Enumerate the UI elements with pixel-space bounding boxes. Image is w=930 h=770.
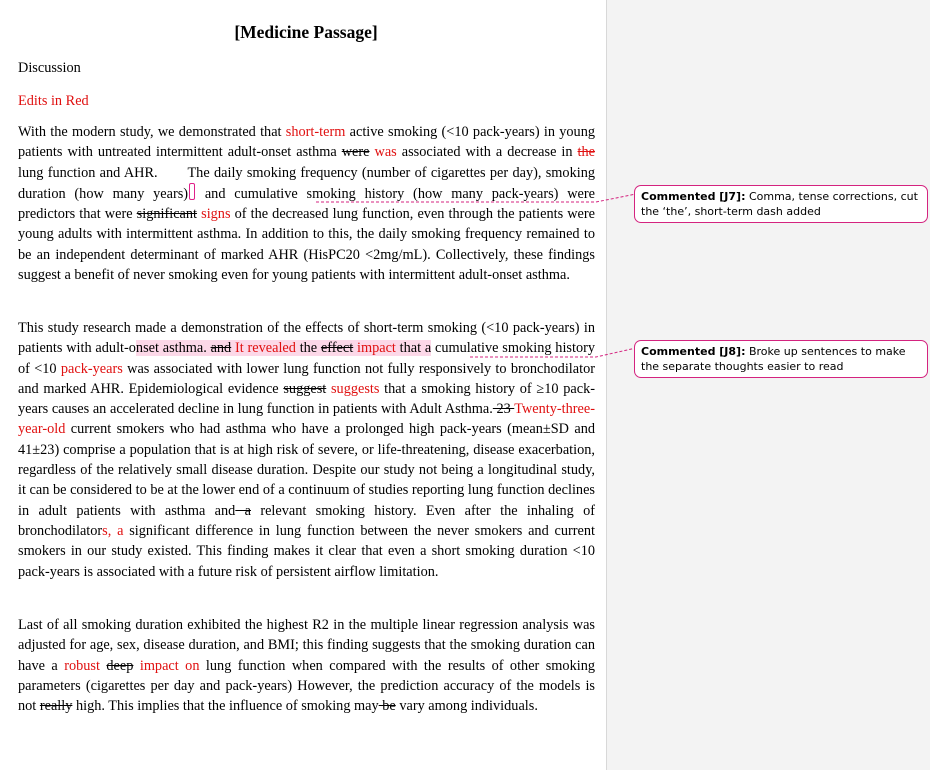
deletion: significant <box>136 206 198 223</box>
insertion: robust <box>64 657 100 674</box>
comment-margin <box>606 0 930 770</box>
insertion: s, a <box>102 522 124 539</box>
paragraph-3[interactable]: Last of all smoking duration exhibited the highest R2 in the multiple linear regression analysis was adjusted for age, sex, disease duration, and BMI; this finding suggests that the smoking duration can have a robust deep impact on lung function when compared with the results of other smoking parameters (cigarettes per day and pack-years) However, the prediction accuracy of the models is not really high. This implies that the influence of smoking may be vary among individuals. <box>18 617 595 715</box>
deletion: really <box>39 698 73 715</box>
deletion: deep <box>106 657 134 674</box>
paragraph-2[interactable]: This study research made a demonstration of the effects of short-term smoking (<10 pack-years) in patients with adult-onset asthma. and It revealed the effect impact that a cumulative smoking history of <10 pack-years was associated with lower lung function not fully responsively to bronchodilator and marked AHR. Epidemiological evidence suggest suggests that a smoking history of ≥10 pack-years causes an accelerated decline in lung function in patients with Adult Asthma. 23 Twenty-three-year-old current smokers who had asthma who have a prolonged high pack-years (mean±SD and 41±23) comprise a population that is at high risk of severe, or life-threatening, disease exacerbation, regardless of the relatively small disease duration. Despite our study not being a longitudinal study, it can be considered to be at the lower end of a continuum of studies reporting lung function declines in adult patients with asthma and a relevant smoking history. Even after the inhaling of bronchodilators, a significant difference in lung function between the never smokers and current smokers in our study existed. This finding makes it clear that even a short smoking duration <10 pack-years is associated with a future risk of persistent airflow limitation. <box>18 320 596 580</box>
comment-text: Broke up sentences to make the separate thoughts easier to read <box>641 345 906 373</box>
deletion: 23 <box>492 401 515 418</box>
comment-j7[interactable] <box>634 185 928 223</box>
insertion: suggests <box>330 380 380 397</box>
comment-anchor-j7[interactable] <box>189 183 195 200</box>
insertion: short-term <box>285 124 346 140</box>
comment-j8[interactable] <box>634 340 928 378</box>
comment-text: Comma, tense corrections, cut the ‘the’, short-term dash added <box>641 190 918 218</box>
comment-label: Commented [J8]: <box>641 345 746 358</box>
insertion: It revealed <box>235 340 296 357</box>
insertion: Twenty-three-year-old <box>18 401 596 438</box>
deletion: suggest <box>283 380 327 397</box>
insertion: impact on <box>139 657 200 674</box>
deletion: be <box>378 698 396 715</box>
comment-label: Commented [J7]: <box>641 190 746 203</box>
edits-legend: Edits in Red <box>18 93 89 109</box>
deletion: were <box>341 144 370 161</box>
insertion: impact <box>357 340 396 357</box>
deletion: the <box>577 144 595 161</box>
deletion: and <box>210 340 232 357</box>
insertion: pack-years <box>60 360 123 377</box>
insertion: signs <box>201 206 231 223</box>
deletion: effect <box>320 340 354 357</box>
paragraph-1[interactable]: With the modern study, we demonstrated that short-term active smoking (<10 pack-years) in young patients with untreated intermittent adult-onset asthma were was associated with a decrease in the lung function and AHR. The daily smoking frequency (number of cigarettes per day), smoking duration (how many years) and cumulative smoking history (how many pack-years) were predictors that were significant signs of the decreased lung function, even through the patients were young adults with intermittent asthma. In addition to this, the daily smoking frequency remained to be an independent determinant of marked AHR (HisPC20 <2mg/mL). Collectively, these findings suggest a benefit of never smoking even for young patients with intermittent adult-onset asthma. <box>18 124 596 284</box>
section-heading: Discussion <box>18 60 81 76</box>
insertion: was <box>374 144 397 161</box>
page-title: [Medicine Passage] <box>234 22 378 42</box>
deletion: a <box>235 502 251 519</box>
comment-anchor-j8[interactable]: nset asthma. and It revealed the effect impact that a <box>135 340 432 357</box>
